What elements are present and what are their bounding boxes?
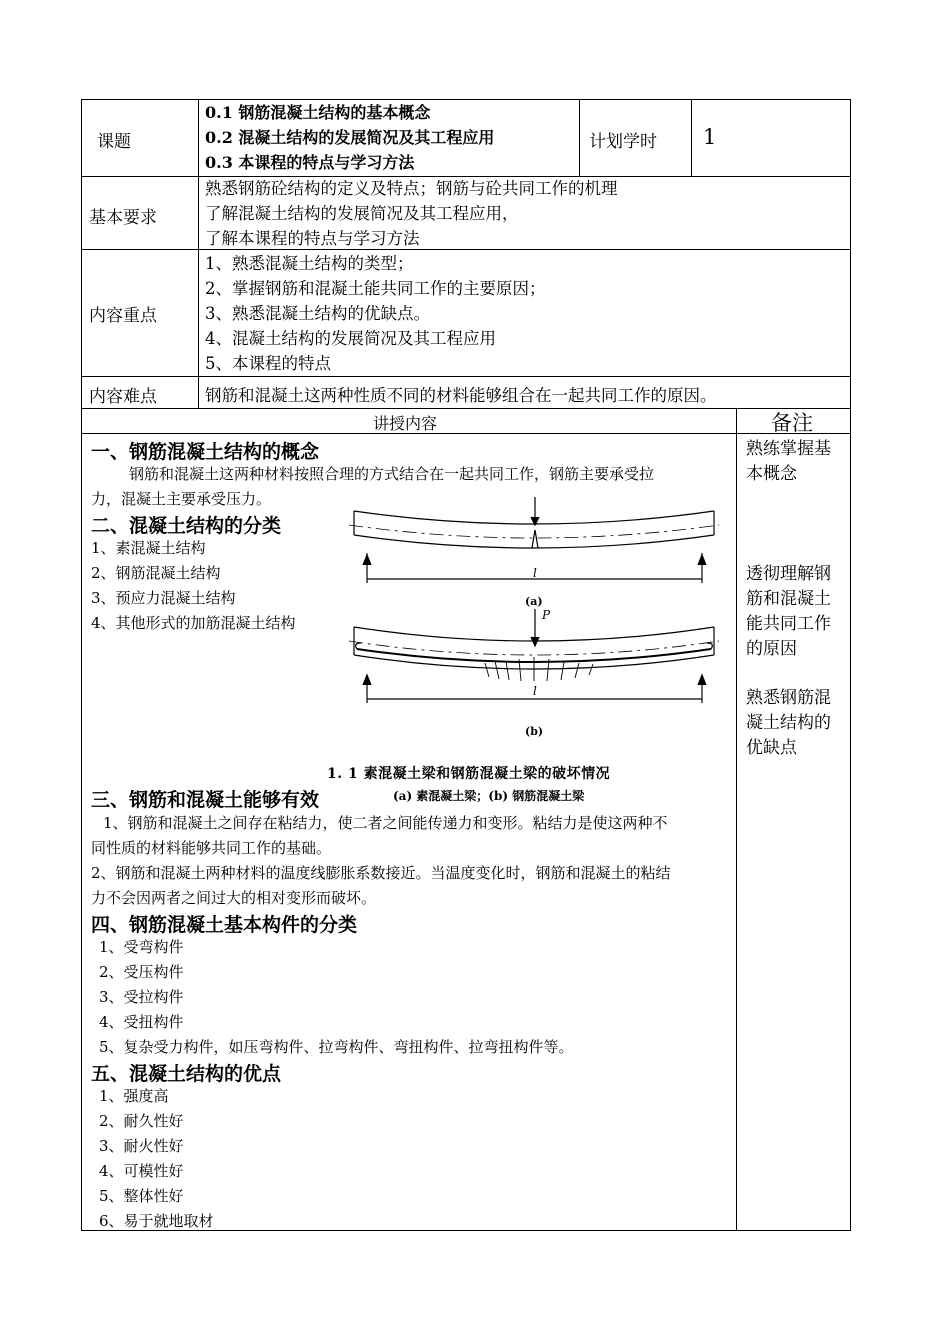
key-line: 4、混凝土结构的发展简况及其工程应用	[205, 329, 496, 348]
list-item: 6、易于就地取材	[99, 1212, 214, 1230]
topic-line: 0.3 本课程的特点与学习方法	[205, 153, 415, 172]
list-item: 4、可模性好	[99, 1162, 184, 1180]
divider	[198, 376, 199, 409]
list-item: 4、其他形式的加筋混凝土结构	[91, 614, 296, 632]
list-item: 2、耐久性好	[99, 1112, 184, 1130]
section-3-line: 2、钢筋和混凝土两种材料的温度线膨胀系数接近。当温度变化时，钢筋和混凝土的粘结	[91, 864, 671, 882]
section-3-title: 三、钢筋和混凝土能够有效	[91, 789, 320, 811]
crack-a	[532, 530, 538, 548]
note-line: 本概念	[746, 464, 797, 484]
section-4-title: 四、钢筋混凝土基本构件的分类	[91, 914, 358, 936]
section-1-title: 一、钢筋混凝土结构的概念	[91, 441, 320, 463]
section-3-line: 同性质的材料能够共同工作的基础。	[91, 839, 332, 857]
req-line: 了解混凝土结构的发展简况及其工程应用，	[205, 204, 519, 223]
key-line: 3、熟悉混凝土结构的优缺点。	[205, 304, 430, 323]
note-line: 优缺点	[746, 738, 797, 758]
figure-label-a: (a)	[525, 595, 543, 608]
section-1-line: 钢筋和混凝土这两种材料按照合理的方式结合在一起共同工作，钢筋主要承受拉	[129, 465, 655, 483]
difficulties-label: 内容难点	[89, 387, 157, 407]
notes-header: 备注	[771, 411, 813, 435]
divider	[198, 249, 199, 377]
key-line: 1、熟悉混凝土结构的类型；	[205, 254, 414, 273]
list-item: 3、预应力混凝土结构	[91, 589, 236, 607]
list-item: 2、钢筋混凝土结构	[91, 564, 221, 582]
note-line: 透彻理解钢	[746, 564, 831, 584]
section-5-title: 五、混凝土结构的优点	[91, 1063, 282, 1085]
section-2-title: 二、混凝土结构的分类	[91, 515, 282, 537]
list-item: 4、受扭构件	[99, 1013, 184, 1031]
hours-label: 计划学时	[589, 132, 657, 152]
note-3	[746, 686, 831, 761]
figure-caption: 1. 1 素混凝土梁和钢筋混凝土梁的破坏情况	[327, 766, 611, 782]
list-item: 5、整体性好	[99, 1187, 184, 1205]
note-2	[746, 562, 831, 662]
span-label-a: l	[533, 566, 537, 580]
list-item: 1、受弯构件	[99, 938, 184, 956]
requirements-label: 基本要求	[89, 208, 157, 228]
topic-line: 0.2 混凝土结构的发展简况及其工程应用	[205, 128, 495, 147]
note-line: 熟练掌握基	[746, 439, 831, 459]
key-line: 2、掌握钢筋和混凝土能共同工作的主要原因；	[205, 279, 546, 298]
req-line: 了解本课程的特点与学习方法	[205, 229, 420, 248]
note-line: 筋和混凝土	[746, 589, 831, 609]
hours-value: 1	[703, 125, 717, 149]
topic-lines	[205, 100, 494, 175]
figure-subcaption: (a) 素混凝土梁；(b) 钢筋混凝土梁	[393, 789, 585, 803]
list-item: 3、耐火性好	[99, 1137, 184, 1155]
section-3-line: 力不会因两者之间过大的相对变形而破坏。	[91, 889, 377, 907]
difficulties-text: 钢筋和混凝土这两种性质不同的材料能够组合在一起共同工作的原因。	[205, 386, 717, 405]
key-points-text	[205, 251, 546, 376]
list-item: 3、受拉构件	[99, 988, 184, 1006]
list-item: 1、素混凝土结构	[91, 539, 206, 557]
hours-divider	[691, 99, 692, 177]
list-item: 2、受压构件	[99, 963, 184, 981]
note-line: 能共同工作	[746, 614, 831, 634]
note-line: 熟悉钢筋混	[746, 688, 831, 708]
topic-label: 课题	[97, 132, 131, 152]
key-line: 5、本课程的特点	[205, 354, 331, 373]
divider	[198, 176, 199, 250]
load-label: P	[542, 608, 551, 622]
section-3-line: 1、钢筋和混凝土之间存在粘结力，使二者之间能传递力和变形。粘结力是使这两种不	[103, 814, 668, 832]
topic-line: 0.1 钢筋混凝土结构的基本概念	[205, 103, 431, 122]
note-line: 凝土结构的	[746, 713, 831, 733]
list-item: 1、强度高	[99, 1087, 169, 1105]
requirements-text	[205, 176, 618, 251]
note-1	[746, 437, 831, 487]
req-line: 熟悉钢筋砼结构的定义及特点；钢筋与砼共同工作的机理	[205, 179, 618, 198]
content-header: 讲授内容	[373, 414, 438, 433]
key-points-label: 内容重点	[89, 306, 157, 326]
span-label-b: l	[533, 684, 537, 698]
list-item: 5、复杂受力构件，如压弯构件、拉弯构件、弯扭构件、拉弯扭构件等。	[99, 1038, 574, 1056]
note-line: 的原因	[746, 639, 797, 659]
figure-label-b: (b)	[525, 725, 544, 738]
section-1-line: 力，混凝土主要承受压力。	[91, 490, 272, 508]
